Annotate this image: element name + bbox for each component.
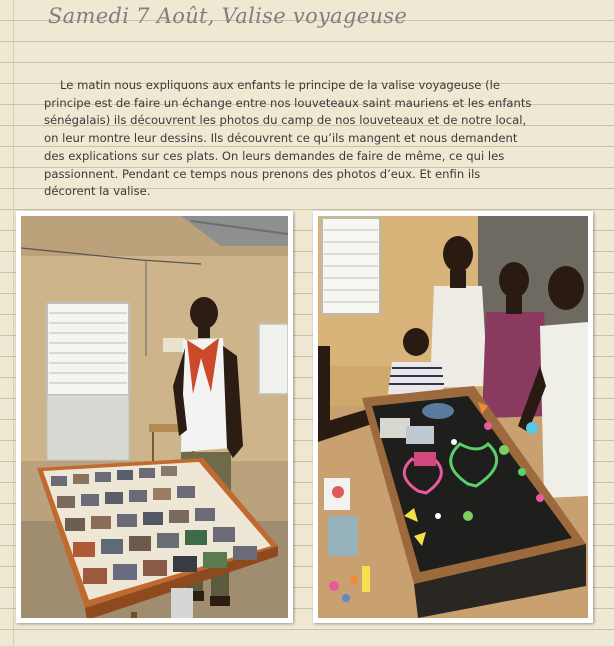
paper-margin-line bbox=[13, 0, 14, 646]
photo-frame-right bbox=[313, 211, 593, 623]
photo-table-with-pictures bbox=[21, 216, 288, 618]
photo-frame-left bbox=[16, 211, 293, 623]
photo-children-decorating-suitcase bbox=[318, 216, 588, 618]
page-title: Samedi 7 Août, Valise voyageuse bbox=[48, 4, 408, 28]
body-paragraph: Le matin nous expliquons aux enfants le principe de la valise voyageuse (le principe est de faire un échange entre nos louveteaux saint mauriens et les enfants sénégalais) ils découvrent les photos du camp de nos louveteaux et de notre local, on leur montre leur dessins. Ils découvrent ce qu’ils mangent et nous demandent des explications sur ces plats. On leurs demandes de faire de même, ce qui les passionnent. Pendant ce temps nous prenons des photos d’eux. Et enfin ils décorent la valise. bbox=[44, 78, 532, 199]
